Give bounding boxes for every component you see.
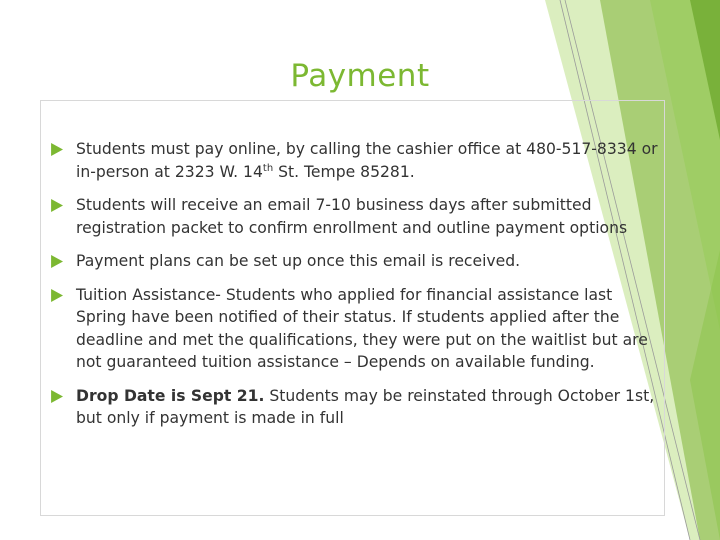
superscript-text: th [262, 162, 274, 174]
bullet-text: Students must pay online, by calling the cashier office at 480-517-8334 or in-person at 2323 W. 14 [76, 140, 658, 181]
triangle-right-icon [50, 390, 63, 403]
slide-title: Payment [290, 58, 430, 94]
bullet-item-drop-date [48, 385, 660, 430]
triangle-right-icon [50, 289, 63, 302]
bullet-text-end: St. Tempe 85281. [273, 162, 415, 181]
bullet-item-payment-methods [48, 138, 660, 183]
triangle-right-icon [50, 199, 63, 212]
bullet-item-tuition-assistance [48, 284, 660, 374]
bullet-text: Students may be reinstated through October 1st, but only if payment is made in full [76, 386, 655, 427]
drop-date-emphasis: Drop Date is Sept 21. [76, 386, 265, 405]
bullet-text: Payment plans can be set up once this email is received. [76, 252, 521, 270]
triangle-right-icon [50, 143, 63, 156]
bullet-item-email-notice [48, 194, 660, 239]
bullet-list [48, 138, 660, 441]
bullet-text: Tuition Assistance- Students who applied for financial assistance last Spring have been notified of their status. If students applied after the deadline and met the qualifications, they were put on the waitlist but are not guaranteed tuition assistance – Depends on available funding. [76, 285, 648, 371]
triangle-right-icon [50, 255, 63, 268]
bullet-item-payment-plans [48, 250, 660, 273]
bullet-text: Students will receive an email 7-10 business days after submitted registration packet to confirm enrollment and outline payment options [76, 196, 628, 237]
